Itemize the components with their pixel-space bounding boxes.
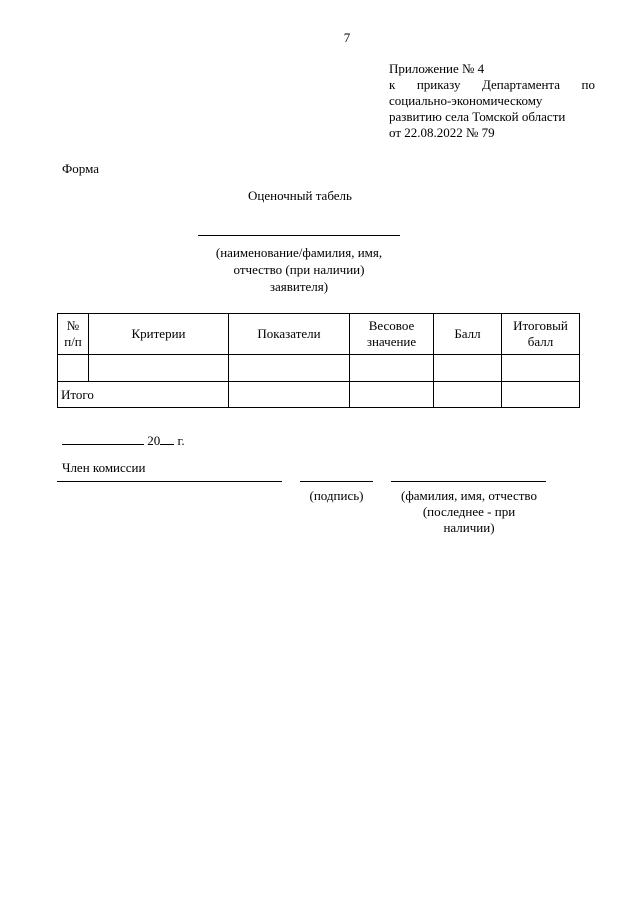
- appendix-line-3: социально-экономическому: [389, 93, 543, 108]
- header-weight: Весовое значение: [350, 314, 434, 355]
- table-header-row: [58, 314, 580, 355]
- total-label: Итого: [58, 382, 229, 408]
- commission-member-label: Член комиссии: [62, 460, 146, 475]
- name-caption-line-3: заявителя): [269, 279, 329, 294]
- name-caption-line-1: (наименование/фамилия, имя,: [215, 245, 383, 260]
- form-label: Форма: [62, 161, 99, 176]
- header-indicators: Показатели: [229, 314, 350, 355]
- year-blank: [160, 433, 174, 445]
- applicant-name-caption: [190, 244, 408, 295]
- header-total-score: Итоговый балл: [502, 314, 580, 355]
- table-cell: [502, 382, 580, 408]
- year-suffix: г.: [177, 433, 185, 448]
- appendix-block: [389, 61, 595, 141]
- table-row: [58, 355, 580, 382]
- header-criteria: Критерии: [89, 314, 229, 355]
- appendix-line-2: к приказу Департамента по: [389, 77, 595, 92]
- table-cell: [350, 355, 434, 382]
- appendix-line-5: от 22.08.2022 № 79: [389, 125, 495, 140]
- table-cell: [58, 355, 89, 382]
- table-cell: [434, 382, 502, 408]
- fio-caption-line-2: (последнее - при: [422, 504, 516, 519]
- full-name-caption: [388, 488, 550, 536]
- table-cell: [502, 355, 580, 382]
- table-cell: [229, 382, 350, 408]
- page-number: 7: [343, 30, 351, 45]
- signature-line: [300, 481, 373, 482]
- fio-caption-line-3: наличии): [443, 520, 495, 535]
- name-caption-line-2: отчество (при наличии): [233, 262, 365, 277]
- table-total-row: [58, 382, 580, 408]
- header-number: № п/п: [58, 314, 89, 355]
- table-cell: [434, 355, 502, 382]
- document-title: Оценочный табель: [248, 188, 352, 203]
- appendix-line-1: Приложение № 4: [389, 61, 485, 76]
- table-cell: [89, 355, 229, 382]
- date-line: [62, 433, 185, 449]
- appendix-line-4: развитию села Томской области: [389, 109, 566, 124]
- year-prefix: 20: [147, 433, 161, 448]
- date-blank: [62, 433, 144, 445]
- signature-caption: (подпись): [309, 488, 364, 503]
- member-name-line: [57, 481, 282, 482]
- evaluation-table: [57, 313, 580, 408]
- table-cell: [350, 382, 434, 408]
- header-score: Балл: [434, 314, 502, 355]
- applicant-name-line: [198, 235, 400, 236]
- table-cell: [229, 355, 350, 382]
- full-name-line: [391, 481, 546, 482]
- fio-caption-line-1: (фамилия, имя, отчество: [401, 488, 537, 503]
